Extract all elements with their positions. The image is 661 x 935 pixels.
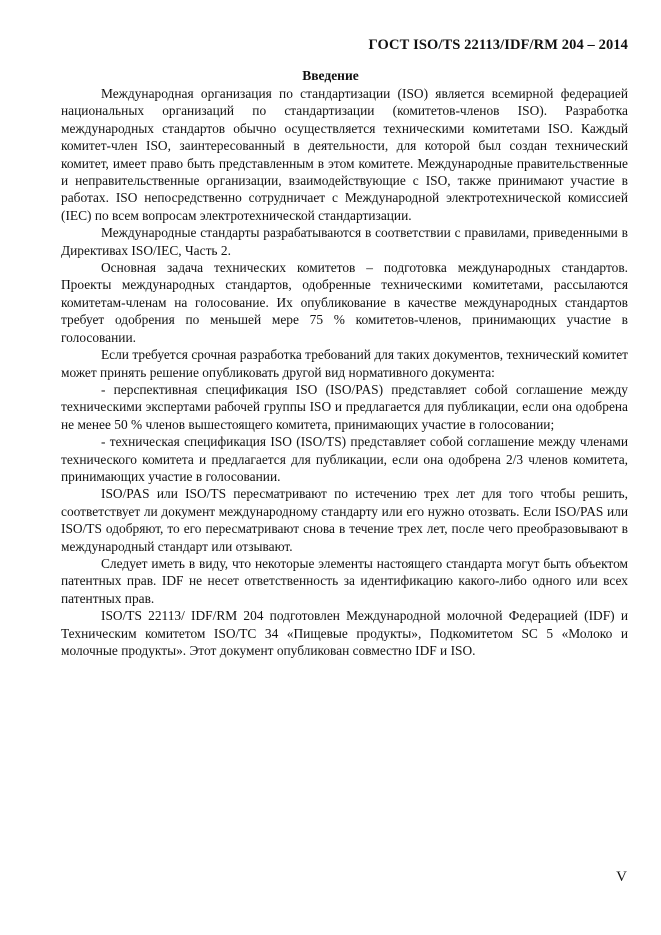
body-text xyxy=(61,85,628,659)
paragraph: Международные стандарты разрабатываются в соответствии с правилами, приведенными в Директивах ISO/IEC, Часть 2. xyxy=(61,225,628,258)
list-item-paragraph: - техническая спецификация ISO (ISO/TS) представляет собой соглашение между членами технического комитета и предлагается для публикации, если она одобрена 2/3 членов комитета, принимающих участие в голосовании. xyxy=(61,434,628,484)
paragraph: Основная задача технических комитетов – подготовка международных стандартов. Проекты международных стандартов, одобренные техническими комитетами, рассылаются комитетам-членам на голосование. Их опубликование в качестве международных стандартов требует одобрения по меньшей мере 75 % комитетов-членов, принимающих участие в голосовании. xyxy=(61,260,628,345)
paragraph: ISO/TS 22113/ IDF/RM 204 подготовлен Международной молочной Федерацией (IDF) и Техническим комитетом ISO/TC 34 «Пищевые продукты», Подкомитетом SC 5 «Молоко и молочные продукты». Этот документ опубликован совместно IDF и ISO. xyxy=(61,608,628,658)
paragraph: Международная организация по стандартизации (ISO) является всемирной федерацией национальных организаций по стандартизации (комитетов-членов ISO). Разработка международных стандартов обычно осуществляется техническими комитетами ISO. Каждый комитет-член ISO, заинтересованный в деятельности, для которой был создан технический комитет, имеет право быть представленным в этом комитете. Международные правительственные и неправительственные организации, взаимодействующие с ISO, также принимают участие в работах. ISO непосредственно сотрудничает с Международной электротехнической комиссией (IEC) по всем вопросам электротехнической стандартизации. xyxy=(61,86,628,223)
paragraph: Следует иметь в виду, что некоторые элементы настоящего стандарта могут быть объектом патентных прав. IDF не несет ответственность за идентификацию какого-либо одного или всех патентных прав. xyxy=(61,555,628,606)
section-title: Введение xyxy=(302,68,359,83)
paragraph: ISO/PAS или ISO/TS пересматривают по истечению трех лет для того чтобы решить, соответствует ли документ международному стандарту или его нужно отозвать. Если ISO/PAS или ISO/TS одобряют, то его пересматривают снова в течение трех лет, после чего преобразовывают в международный стандарт или отзывают. xyxy=(61,486,628,554)
document-code-header: ГОСТ ISO/TS 22113/IDF/RM 204 – 2014 xyxy=(368,37,628,53)
paragraph: Если требуется срочная разработка требований для таких документов, технический комитет может принять решение опубликовать другой вид нормативного документа: xyxy=(61,347,628,380)
list-item-paragraph: - перспективная спецификация ISO (ISO/PAS) представляет собой соглашение между техническими экспертами рабочей группы ISO и предлагается для публикации, если она одобрена не менее 50 % членов вышестоящего комитета, принимающих участие в голосовании; xyxy=(61,381,628,432)
page-number: V xyxy=(616,869,627,885)
